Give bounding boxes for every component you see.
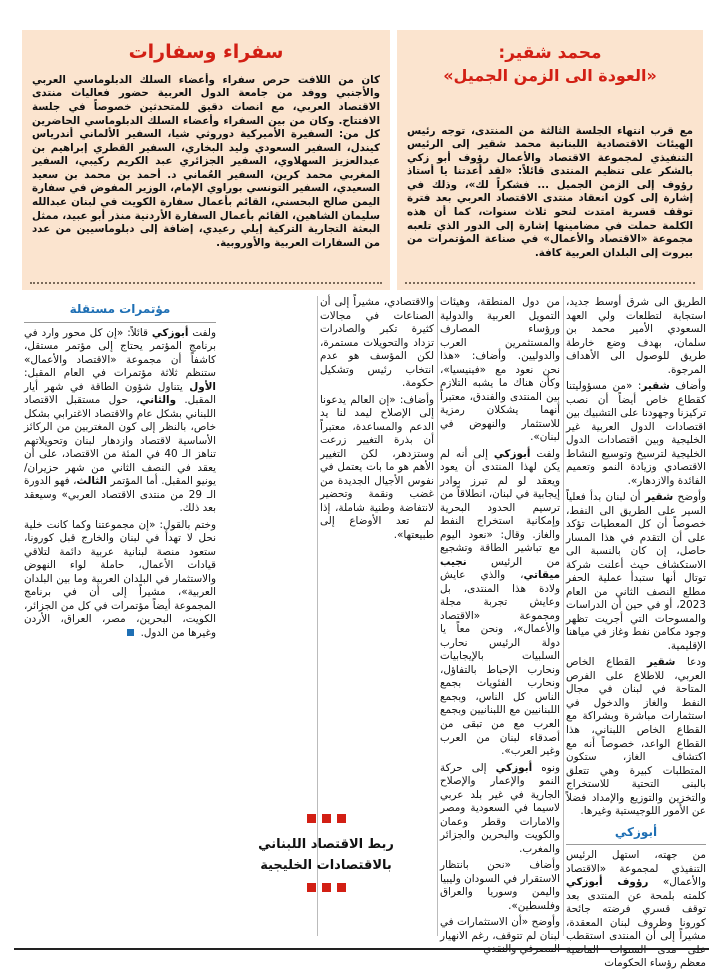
name-bold: شقير (644, 491, 674, 504)
paragraph: الطريق الى شرق أوسط جديد، استجابة لتطلعات ولي العهد السعودي الأمير محمد بن سلمان، بهدف وضع خارطة طريق للوصول الى الأهداف المرجوة. (566, 296, 706, 376)
pull-quote-squares (226, 877, 426, 896)
article-column-3 (320, 296, 434, 792)
pull-quote-line: بالاقتصادات الخليجية (260, 857, 392, 873)
text-run: قائلاً: «إن كل محور وارد في برنامج المؤتمر يحتاج إلى مؤتمر مستقل، كاشفاً أن مجموعة «الاقتصاد والأعمال» ستنظم ثلاثة مؤتمرات في العام المقبل: (24, 326, 216, 380)
text-run: إلى أنه لم يكن لهذا المنتدى أن يعود ويعقد لو لم تبرز بوادر إيجابية في لبنان، انطلاقاً من ترسيم الحدود البحرية وإمكانية استخراج النفط والغاز. وقال: «نعود اليوم مع تباشير الطاقة وتشجيع من الرئيس (440, 447, 560, 568)
pull-quote-text (226, 835, 426, 877)
text-run: ، والذي عايش ولادة هذا المنتدى، بل وعايش تجربة مجلة ومجموعة «الاقتصاد والأعمال»، ونحن معاً يا دولة الرئيس نحارب السلبيات بالإيجابيات ونحارب الإحباط بالتفاؤل، ونحارب الفئويات بجمع الناس كل الناس، وبجمع اللبنانيين مع اللبنانيين وبجمع العرب مع من تبقى من أصدقاء لبنان من العرب وغير العرب». (440, 569, 560, 758)
text-run: ولفت (188, 326, 216, 339)
column-divider (437, 296, 438, 936)
name-bold: أبوزكي (151, 326, 189, 339)
box-bottom-rule (405, 282, 695, 284)
text-run: ولفت (530, 447, 560, 460)
text-run: من جهته، استهل الرئيس التنفيذي لمجموعة «الاقتصاد والأعمال» (566, 849, 706, 889)
shaker-box-subtitle: «العودة الى الزمن الجميل» (443, 65, 657, 85)
subheading-conferences: مؤتمرات مستقلة (69, 302, 171, 316)
article-column-4 (24, 296, 216, 940)
paragraph: والاقتصادي، مشيراً إلى أن الصناعات في مجالات كثيرة تكبر والصادرات تزداد والتحويلات مستمرة، لكن المؤسف هو عدم انتخاب رئيس وتشكيل حكومة. (320, 296, 434, 390)
paragraph: من دول المنطقة، وهيئات التمويل العربية والدولية ورؤساء المصارف والمستثمرين العرب والدوليين. وأضاف: «هذا نحن نعود مع «فينيسيا»، وكأن هناك ما يشبه التلازم بين المنتدى والفندق، معتبراً أنهما يشكلان رمزية للاستثمار والنهوض في لبنان». (440, 296, 560, 444)
text-run: وأوضح (673, 491, 706, 504)
shaker-box (397, 30, 703, 290)
text-run: وأضاف (669, 380, 707, 393)
paragraph (440, 762, 560, 857)
article-column-2 (440, 296, 560, 956)
paragraph (566, 491, 706, 653)
column-divider (563, 296, 564, 936)
name-bold: أبوزكي (495, 761, 533, 774)
ambassadors-box (22, 30, 390, 290)
name-bold: شقير (641, 380, 670, 393)
shaker-box-body: مع قرب انتهاء الجلسة الثالثة من المنتدى، توجه رئيس الهيئات الاقتصادية اللبنانية محمد شقير إلى الرئيس التنفيذي لمجموعة الاقتصاد والأعمال رؤوف أبو زكي بالشكر على تنظيم المنتدى قائلاً: «لقد أعدتنا يا أستاذ رؤوف إلى الزمن الجميل ... فشكراً لك»، وذلك في إشارة إلى كون انعقاد منتدى الاقتصاد العربي بعد فترة توقف قسرية امتدت لنحو ثلاث سنوات، كما أن هذه الكلمة حملت في مضامينها إشارة إلى الدور الذي تلعبه مجموعة «الاقتصاد والأعمال» في صناعة المؤتمرات من بيروت إلى البلدان العربية كافة. (407, 124, 693, 259)
name-bold: شقير (646, 656, 676, 669)
ambassadors-box-body: كان من اللافت حرص سفراء وأعضاء السلك الدبلوماسي العربي والأجنبي ووفد من جامعة الدول العربية حضور فعاليات منتدى الاقتصاد العربي، مع انصات دقيق للمتحدثين خصوصاً في جلسة الافتتاح. وكان من بين السفراء وأعضاء السلك الدبلوماسي الحاضرين كل من: السفيرة الأميركية دوروثي شيا، السفير الألماني أندرياس كيندل، السفير السعودي وليد البخاري، السفير القطري إبراهيم بن عبدالعزيز السهلاوي، السفير الجزائري عبد الكريم ركيبي، السفير المغربي محمد كرين، السفير العُماني د. أحمد بن محمد بن سعيد السعيدي، السفير التونسي بوراوي الإمام، الوزير المفوض في سفارة اليمن صالح البحسني، القائم بأعمال سفارة الكويت في لبنان عبدالله سليمان الشاهين، القائم بأعمال السفارة الأردنية منذر أبو عبيد، ممثل البعثة التجارية التركية إيلي رعيدي، إضافة إلى دبلوماسيين من عدد من السفارات العربية والأوروبية. (32, 73, 380, 249)
box-bottom-rule (30, 282, 382, 284)
paragraph: وأوضح «أن الاستثمارات في لبنان لم تتوقف، رغم الانهيار المصرفي والنقدي (440, 916, 560, 956)
name-bold: نجيب ميقاتي (440, 555, 560, 582)
paragraph (566, 656, 706, 818)
ordinal-bold: الثالث (76, 475, 107, 488)
text-run: يتناول شؤون الطاقة في شهر أيار المقبل. (24, 380, 216, 407)
ordinal-bold: الأول (189, 380, 216, 393)
paragraph (24, 327, 216, 516)
text-run: كلمته بلمحة عن المنتدى بعد توقف قسري فرضته جائحة كورونا وظروف لبنان المعقدة، مشيراً إلى أن المنتدى استقطب على مدى السنوات الماضية معظم رؤساء الحكومات (566, 889, 706, 970)
ordinal-bold: والثاني (139, 394, 177, 407)
name-bold: أبوزكي (493, 447, 531, 460)
pull-quote (226, 808, 426, 896)
text-run: : «من مسؤوليتنا كقطاع خاص أيضاً أن نصب تركيزنا وجهودنا على التشبيك بين اقتصادات الدول العربية غير الخليجية وبين اقتصادات الدول الخليجية لترسيخ وتوسيع النشاط الاقتصادي وزيادة النمو وتعميم الفائدة والازدهار». (566, 380, 706, 487)
article-column-1 (566, 296, 707, 970)
paragraph (440, 448, 560, 759)
text-run: القطاع الخاص العربي، للاطلاع على الفرص المتاحة في لبنان في مجال النفط والغاز والدخول في استثمارات مباشرة وبشراكة مع القطاع الخاص اللبناني، هذا القطاع الواعد، خصوصاً أنه مع اكتشاف الغاز، ستكون المتطلبات كبيرة وهي تتعلق بالبنى التحتية للاستخراج والتخزين والتوزيع والإمداد فضلاً عن الأمور اللوجيستية وغيرها. (566, 656, 706, 818)
text-run: إلى حركة النمو والإعمار والإصلاح الجارية في غير بلد عربي لاسيما في السعودية ومصر والامارات وقطر وعمان والكويت والبحرين والجزائر والمغرب. (440, 761, 560, 855)
paragraph (566, 849, 706, 971)
divider (24, 322, 216, 323)
text-run: وختم بالقول: «إن مجموعتنا وكما كانت خلية نحل لا تهدأ في لبنان والخارج قبل كورونا، ستعود منصة لبنانية عربية دائمة لتلاقي قيادات الأعمال، حاملة لواء النهوض والاستثمار في البلدان العربية وما بين البلدان العربية»، مشيراً إلى أن في برنامج المجموعة أيضاً مؤتمرات في كل من الجزائر، الكويت، البحرين، مصر، العراق، الأردن وغيرها من الدول. (24, 518, 216, 639)
divider (566, 844, 706, 845)
name-bold: رؤوف أبوزكي (566, 876, 649, 889)
ambassadors-box-title: سفراء وسفارات (128, 41, 284, 63)
text-run: ، فهو الدورة الـ 29 من منتدى الاقتصاد العربي» وسيعقد بعد ذلك. (24, 475, 216, 515)
paragraph: وأضاف: «إن العالم يدعونا إلى الإصلاح ليمد لنا يد الدعم والمساعدة، معتبراً أن بذرة التغيير زرعت وستزدهر، لكن التغيير الأهم هو ما بات يعتمل في نفوس الأجيال الجديدة من غضب ونقمة وتحضير لانتفاضة وطنية شاملة، إذا لم تعد الأوضاع إلى طبيعتها». (320, 393, 434, 541)
text-run: ، حول مستقبل الاقتصاد اللبناني بشكل عام والاقتصاد الاغترابي بشكل خاص، بالنظر إلى كون المغتربين من الركائز الأساسية لاقتصاد وازدهار لبنان وتحويلاتهم تناهز الـ 40 في المئة من الاقتصاد، على أن يعقد في النصف الثاني من شهر حزيران/يونيو المقبل. أما المؤتمر (24, 394, 217, 488)
pull-quote-line: ربط الاقتصاد اللبناني (258, 837, 394, 852)
end-mark-icon (127, 629, 134, 636)
text-run: ودعا (675, 656, 706, 669)
page-bottom-rule (14, 948, 709, 950)
text-run: أن لبنان بدأ فعلياً السير على الطريق الى النفط، خصوصاً أن كل المعطيات تؤكد على أن التقدم في هذا المسار حاصل، إن كان بالنسبة الى الاستكشاف حيث أعلنت شركة توتال أنها ستبدأ عملية الحفر مطلع النصف الثاني من العام 2023، أو في حين أن الدراسات والمسوحات التي أجريت تظهر وجود مكامن نفط وغاز في مياهنا الإقليمية. (566, 491, 706, 652)
pull-quote-squares (226, 808, 426, 827)
paragraph (566, 380, 706, 488)
subheading-abouzaki: أبوزكي (614, 824, 658, 839)
paragraph: وأضاف «نحن بانتظار الاستقرار في السودان وليبيا واليمن وسوريا والعراق وفلسطين». (440, 859, 560, 912)
paragraph (24, 519, 216, 641)
text-run: ونوه (532, 761, 560, 774)
shaker-box-title: محمد شقير: (498, 43, 602, 63)
